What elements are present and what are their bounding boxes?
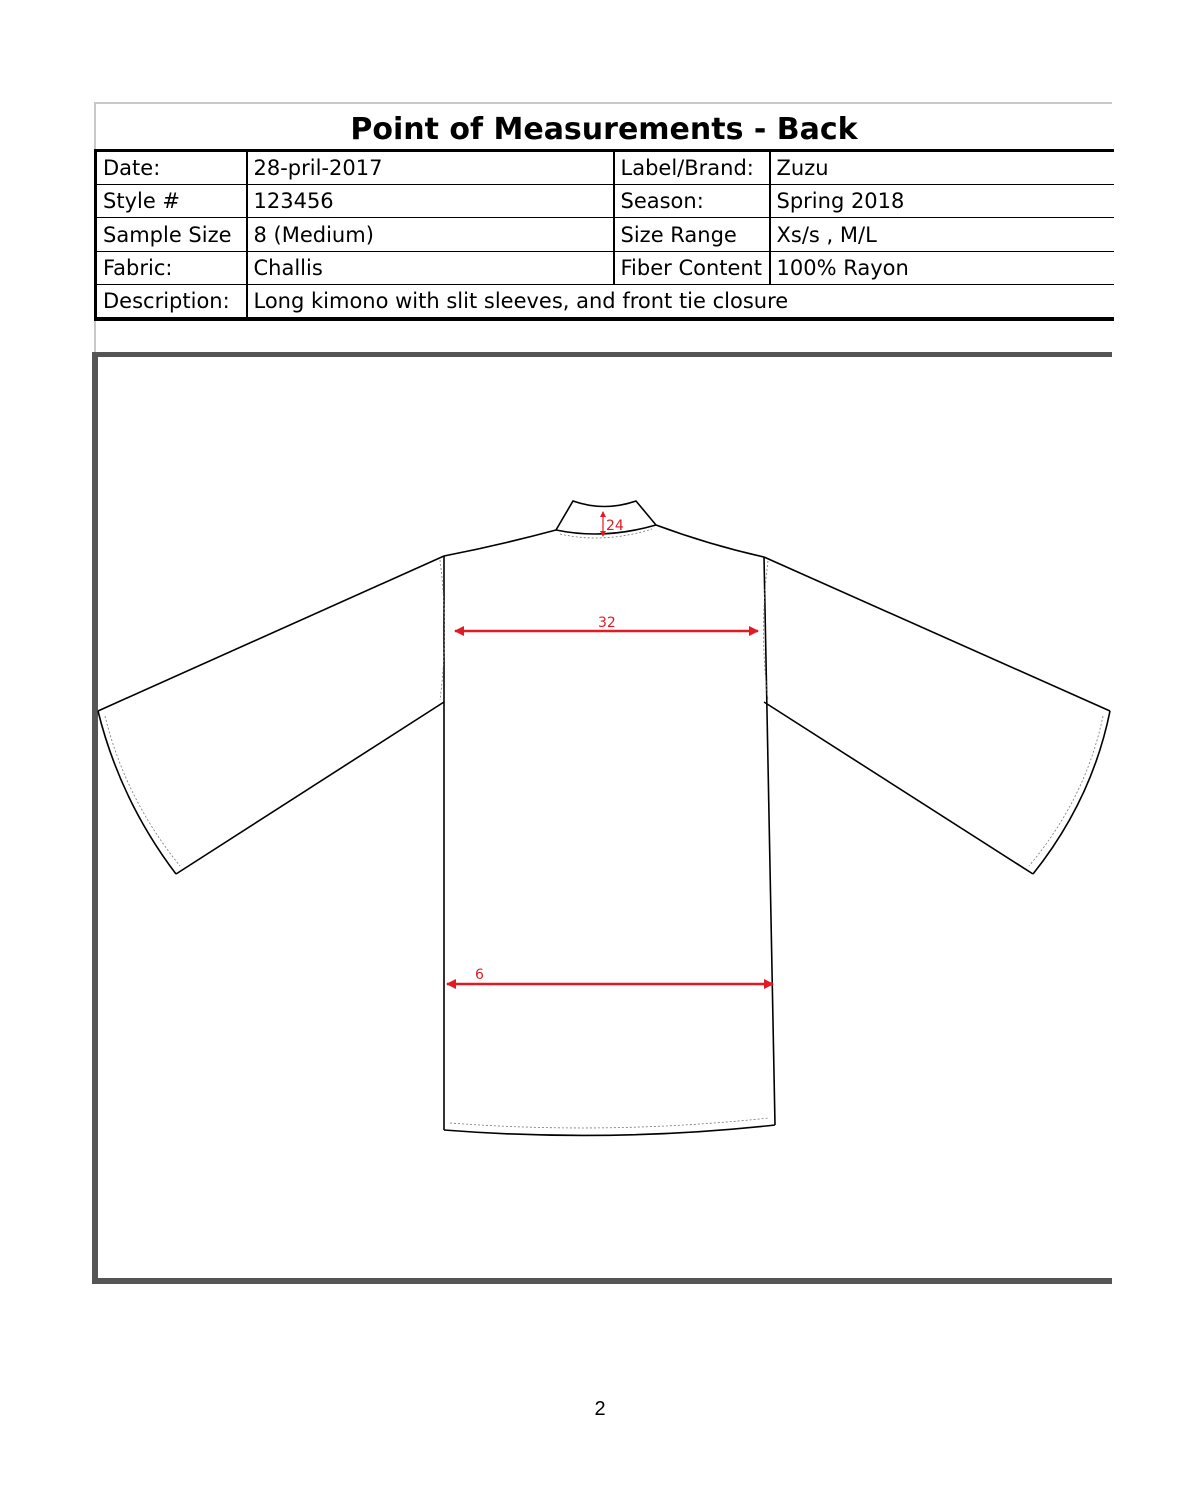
brand-value: Zuzu xyxy=(770,151,1114,185)
size-range-label: Size Range xyxy=(614,218,770,251)
fabric-label: Fabric: xyxy=(96,251,247,284)
date-value: 28-pril-2017 xyxy=(247,151,614,185)
season-label: Season: xyxy=(614,185,770,218)
sample-size-label: Sample Size xyxy=(96,218,247,251)
page-title: Point of Measurements - Back xyxy=(350,112,858,147)
description-label: Description: xyxy=(96,284,247,319)
size-range-value: Xs/s , M/L xyxy=(770,218,1114,251)
sample-size-value: 8 (Medium) xyxy=(247,218,614,251)
kimono-outline xyxy=(98,501,1110,1135)
across-back-measure-label: 32 xyxy=(598,615,616,631)
page-number: 2 xyxy=(594,1398,606,1420)
measurement-labels xyxy=(475,518,624,983)
measurement-lines xyxy=(447,512,773,984)
description-value: Long kimono with slit sleeves, and front tie closure xyxy=(247,284,1114,319)
fabric-value: Challis xyxy=(247,251,614,284)
fiber-content-label: Fiber Content xyxy=(614,251,770,284)
collar-measure-label: 24 xyxy=(606,518,624,534)
fiber-content-value: 100% Rayon xyxy=(770,251,1114,284)
date-label: Date: xyxy=(96,151,247,185)
brand-label: Label/Brand: xyxy=(614,151,770,185)
season-value: Spring 2018 xyxy=(770,185,1114,218)
hem-width-measure-label: 6 xyxy=(475,967,484,983)
style-label: Style # xyxy=(96,185,247,218)
style-value: 123456 xyxy=(247,185,614,218)
